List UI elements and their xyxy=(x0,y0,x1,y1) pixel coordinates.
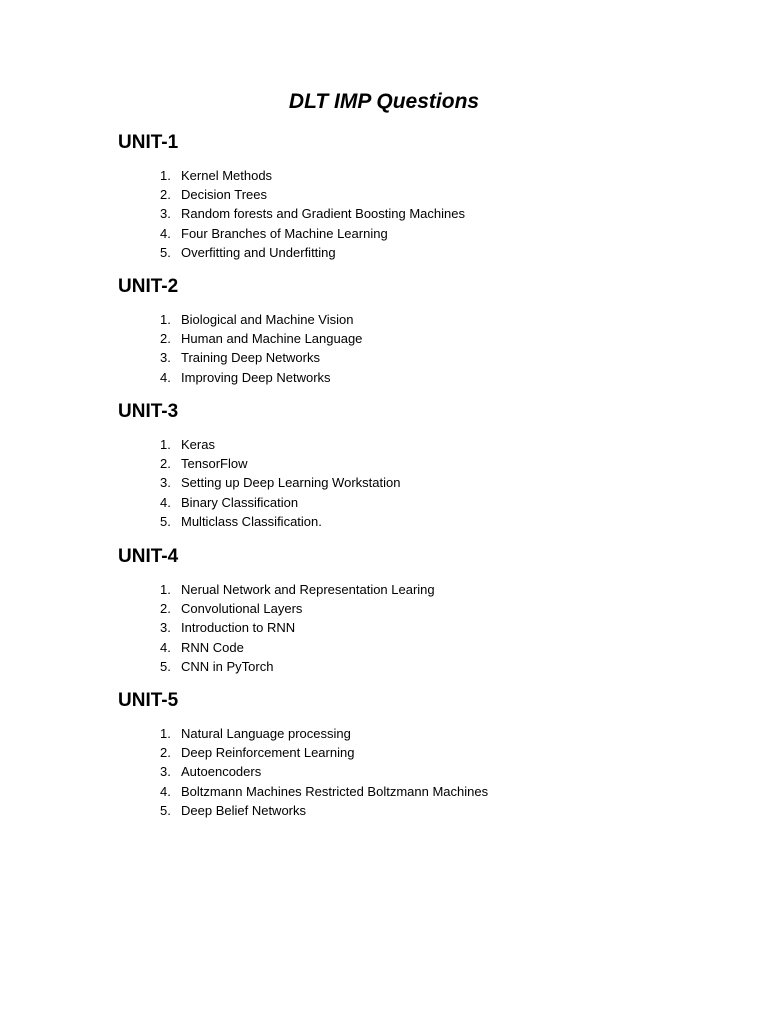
list-item xyxy=(118,724,718,743)
item-number: 5. xyxy=(160,658,171,674)
item-text: Natural Language processing xyxy=(181,726,351,741)
item-number: 4. xyxy=(160,783,171,799)
item-text: Four Branches of Machine Learning xyxy=(181,225,388,241)
list-item xyxy=(118,580,718,599)
unit-3-section xyxy=(118,399,718,531)
item-number: 1. xyxy=(160,312,171,327)
unit-4-section xyxy=(118,544,718,676)
list-item xyxy=(118,657,718,676)
item-number: 1. xyxy=(160,437,171,452)
item-number: 2. xyxy=(160,745,171,761)
list-item xyxy=(118,599,718,618)
question-list xyxy=(118,580,718,676)
list-item xyxy=(118,743,718,762)
question-list xyxy=(118,435,718,531)
item-number: 3. xyxy=(160,350,171,366)
list-item xyxy=(118,801,718,820)
item-text: Biological and Machine Vision xyxy=(181,312,354,327)
list-item xyxy=(118,454,718,473)
item-number: 5. xyxy=(160,802,171,818)
unit-heading: UNIT-2 xyxy=(118,276,179,297)
unit-2-section xyxy=(118,274,718,387)
list-item xyxy=(118,224,718,243)
list-item xyxy=(118,638,718,657)
list-item xyxy=(118,185,718,204)
item-number: 1. xyxy=(160,582,171,597)
list-item xyxy=(118,329,718,348)
item-text: Setting up Deep Learning Workstation xyxy=(181,475,401,491)
item-number: 5. xyxy=(160,513,171,529)
item-text: Random forests and Gradient Boosting Machines xyxy=(181,206,465,222)
item-text: Deep Belief Networks xyxy=(181,802,306,818)
list-item xyxy=(118,512,718,531)
item-text: Autoencoders xyxy=(181,764,262,780)
item-number: 4. xyxy=(160,225,171,241)
item-text: Overfitting and Underfitting xyxy=(181,244,336,260)
item-number: 3. xyxy=(160,206,171,222)
item-number: 1. xyxy=(160,726,171,741)
list-item xyxy=(118,618,718,637)
item-number: 3. xyxy=(160,764,171,780)
item-text: Convolutional Layers xyxy=(181,601,303,617)
question-list xyxy=(118,724,718,820)
item-number: 3. xyxy=(160,620,171,636)
item-number: 3. xyxy=(160,475,171,491)
document-title: DLT IMP Questions xyxy=(288,90,480,113)
list-item xyxy=(118,493,718,512)
unit-heading: UNIT-3 xyxy=(118,401,179,422)
list-item xyxy=(118,762,718,781)
list-item xyxy=(118,473,718,492)
item-text: Nerual Network and Representation Learing xyxy=(181,582,435,597)
list-item xyxy=(118,435,718,454)
item-text: Decision Trees xyxy=(181,187,267,203)
item-text: CNN in PyTorch xyxy=(181,658,274,674)
item-text: RNN Code xyxy=(181,639,244,655)
unit-heading: UNIT-1 xyxy=(118,132,179,153)
item-text: Improving Deep Networks xyxy=(181,369,331,385)
question-list xyxy=(118,166,718,262)
item-number: 2. xyxy=(160,601,171,617)
item-text: Keras xyxy=(181,437,215,452)
item-number: 5. xyxy=(160,244,171,260)
item-number: 2. xyxy=(160,331,171,347)
list-item xyxy=(118,782,718,801)
list-item xyxy=(118,368,718,387)
unit-1-section xyxy=(118,130,718,262)
item-text: Introduction to RNN xyxy=(181,620,296,636)
item-text: Multiclass Classification. xyxy=(181,513,322,529)
unit-heading: UNIT-5 xyxy=(118,690,179,711)
item-text: Kernel Methods xyxy=(181,168,273,183)
item-text: Boltzmann Machines Restricted Boltzmann Machines xyxy=(181,783,489,799)
question-list xyxy=(118,310,718,387)
item-number: 2. xyxy=(160,456,171,472)
item-text: Human and Machine Language xyxy=(181,331,363,347)
item-text: Binary Classification xyxy=(181,494,299,510)
item-number: 4. xyxy=(160,639,171,655)
list-item xyxy=(118,348,718,367)
list-item xyxy=(118,204,718,223)
list-item xyxy=(118,243,718,262)
item-number: 4. xyxy=(160,369,171,385)
item-number: 2. xyxy=(160,187,171,203)
unit-5-section xyxy=(118,688,718,820)
list-item xyxy=(118,166,718,185)
item-number: 1. xyxy=(160,168,171,183)
unit-heading: UNIT-4 xyxy=(118,546,179,567)
item-text: Deep Reinforcement Learning xyxy=(181,745,355,761)
list-item xyxy=(118,310,718,329)
item-text: Training Deep Networks xyxy=(181,350,320,366)
item-number: 4. xyxy=(160,494,171,510)
item-text: TensorFlow xyxy=(181,456,248,472)
